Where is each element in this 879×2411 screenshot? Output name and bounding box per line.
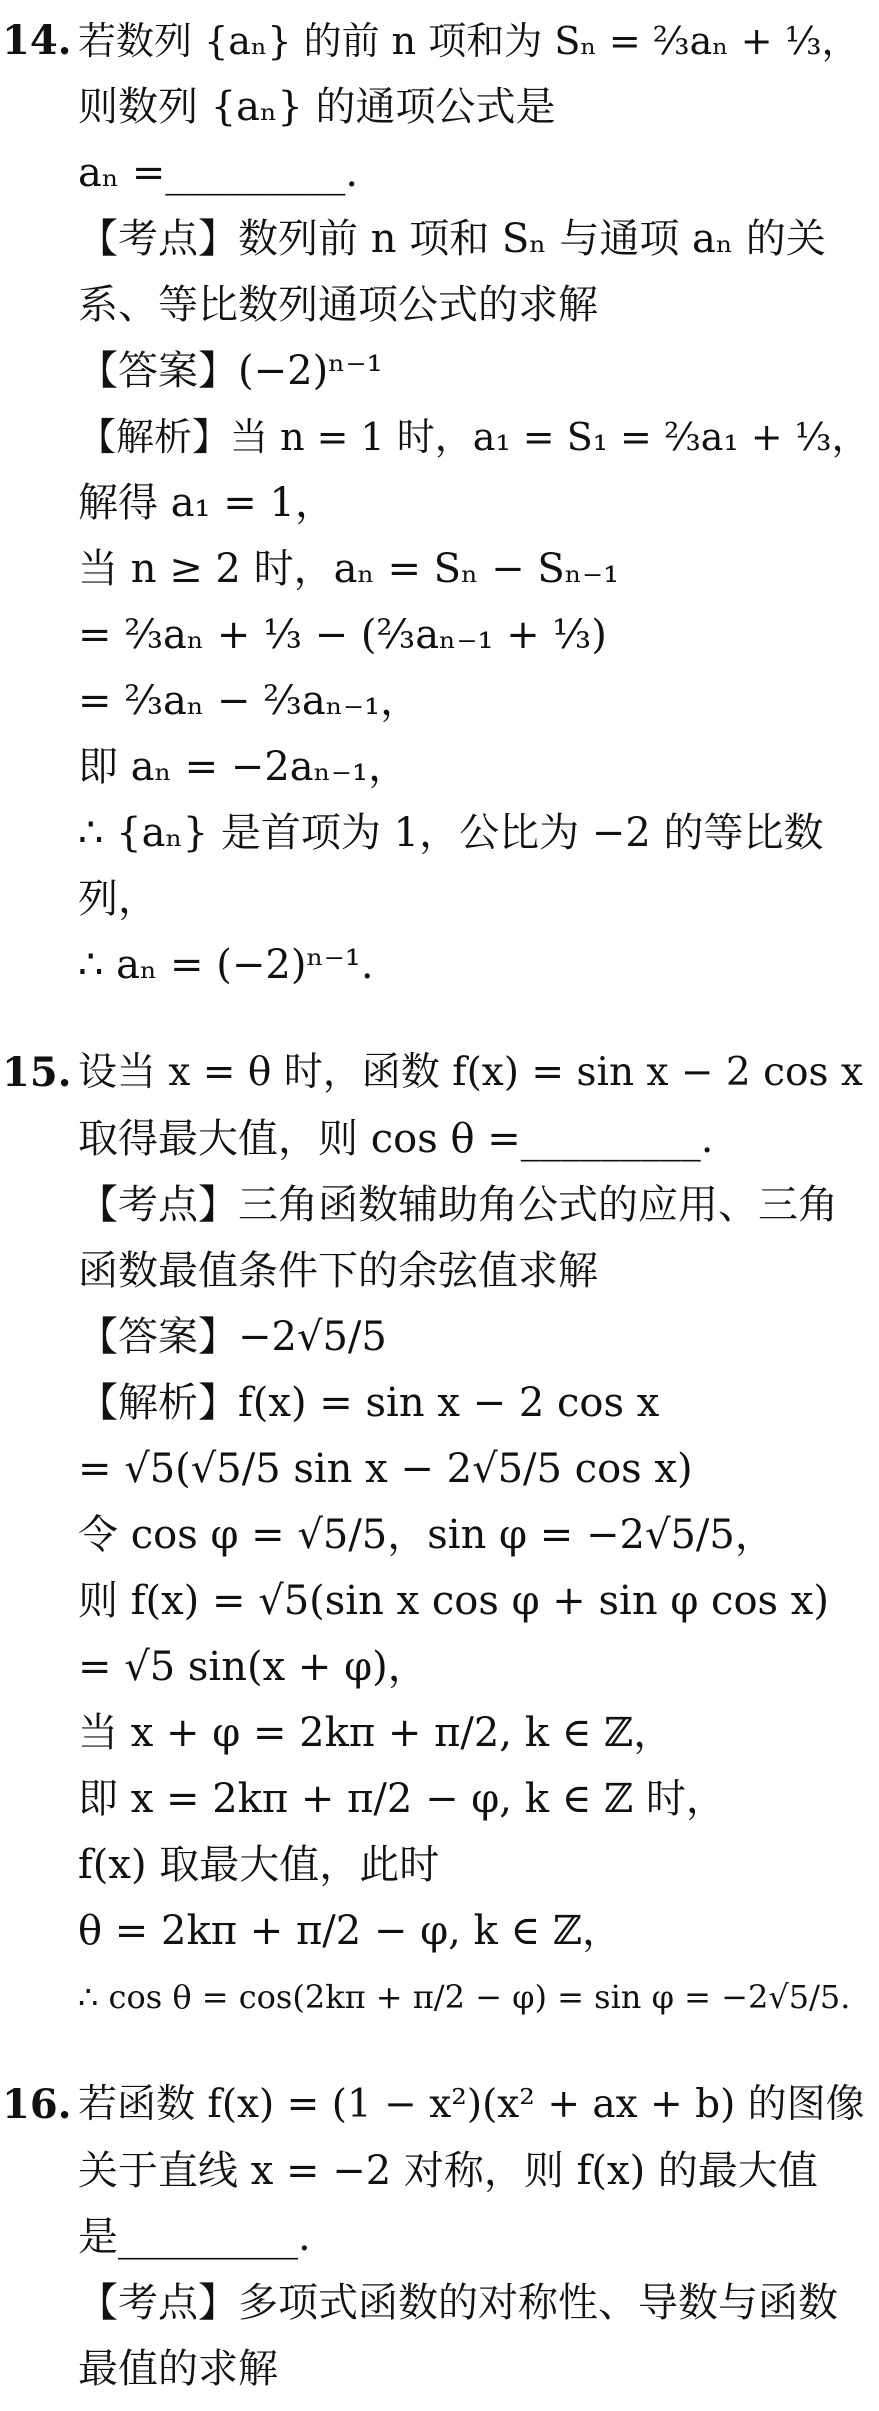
solution-line: 即 x = 2kπ + π/2 − φ, k ∈ ℤ 时， <box>78 1776 726 1822</box>
solution-line: 列， <box>78 876 158 922</box>
solution-line: = ⅔aₙ − ⅔aₙ₋₁， <box>78 678 421 724</box>
topic-line: 【考点】三角函数辅助角公式的应用、三角 <box>78 1182 838 1228</box>
answer-blank-line: 是_________. <box>78 2214 311 2260</box>
solution-line: ∴ {aₙ} 是首项为 1，公比为 −2 的等比数 <box>78 810 824 856</box>
topic-line: 函数最值条件下的余弦值求解 <box>78 1248 598 1294</box>
solution-line: 则 f(x) = √5(sin x cos φ + sin φ cos x) <box>78 1578 829 1624</box>
topic-line: 系、等比数列通项公式的求解 <box>78 282 598 328</box>
question-text: 则数列 {aₙ} 的通项公式是 <box>78 84 556 130</box>
solution-line: 【解析】f(x) = sin x − 2 cos x <box>78 1380 660 1426</box>
topic-line: 【考点】多项式函数的对称性、导数与函数 <box>78 2280 838 2326</box>
solution-line: 解得 a₁ = 1， <box>78 480 335 526</box>
topic-line: 最值的求解 <box>78 2346 278 2392</box>
answer-line: 【答案】(−2)ⁿ⁻¹ <box>78 348 383 394</box>
topic-line: 【考点】数列前 n 项和 Sₙ 与通项 aₙ 的关 <box>78 216 826 262</box>
solution-line: ∴ aₙ = (−2)ⁿ⁻¹. <box>78 942 374 988</box>
solution-line: 即 aₙ = −2aₙ₋₁， <box>78 744 409 790</box>
solution-line: = √5 sin(x + φ)， <box>78 1644 428 1690</box>
answer-blank-line: aₙ =_________. <box>78 150 359 196</box>
question-text: 关于直线 x = −2 对称，则 f(x) 的最大值 <box>78 2148 818 2194</box>
solution-line: = √5(√5/5 sin x − 2√5/5 cos x) <box>78 1446 693 1492</box>
solution-line: 当 x + φ = 2kπ + π/2, k ∈ ℤ， <box>78 1710 674 1756</box>
question-number: 16. <box>2 2081 72 2128</box>
solution-line: = ⅔aₙ + ⅓ − (⅔aₙ₋₁ + ⅓) <box>78 612 607 658</box>
question-text: 若数列 {aₙ} 的前 n 项和为 Sₙ = ⅔aₙ + ⅓， <box>78 19 860 63</box>
solution-line: f(x) 取最大值，此时 <box>78 1842 440 1888</box>
question-text: 若函数 f(x) = (1 − x²)(x² + ax + b) 的图像 <box>78 2082 865 2127</box>
question-text: 设当 x = θ 时，函数 f(x) = sin x − 2 cos x <box>78 1050 863 1095</box>
solution-line: ∴ cos θ = cos(2kπ + π/2 − φ) = sin φ = −2√5/5. <box>78 1978 851 2016</box>
question-number: 15. <box>2 1049 72 1096</box>
answer-line: 【答案】−2√5/5 <box>78 1314 387 1360</box>
question-number: 14. <box>2 17 72 64</box>
solution-line: θ = 2kπ + π/2 − φ, k ∈ ℤ， <box>78 1908 623 1954</box>
solution-line: 令 cos φ = √5/5，sin φ = −2√5/5， <box>78 1512 775 1558</box>
solution-line: 【解析】当 n = 1 时，a₁ = S₁ = ⅔a₁ + ⅓， <box>78 415 870 459</box>
answer-blank-line: 取得最大值，则 cos θ =_________. <box>78 1116 714 1162</box>
solution-line: 当 n ≥ 2 时，aₙ = Sₙ − Sₙ₋₁ <box>78 546 620 592</box>
